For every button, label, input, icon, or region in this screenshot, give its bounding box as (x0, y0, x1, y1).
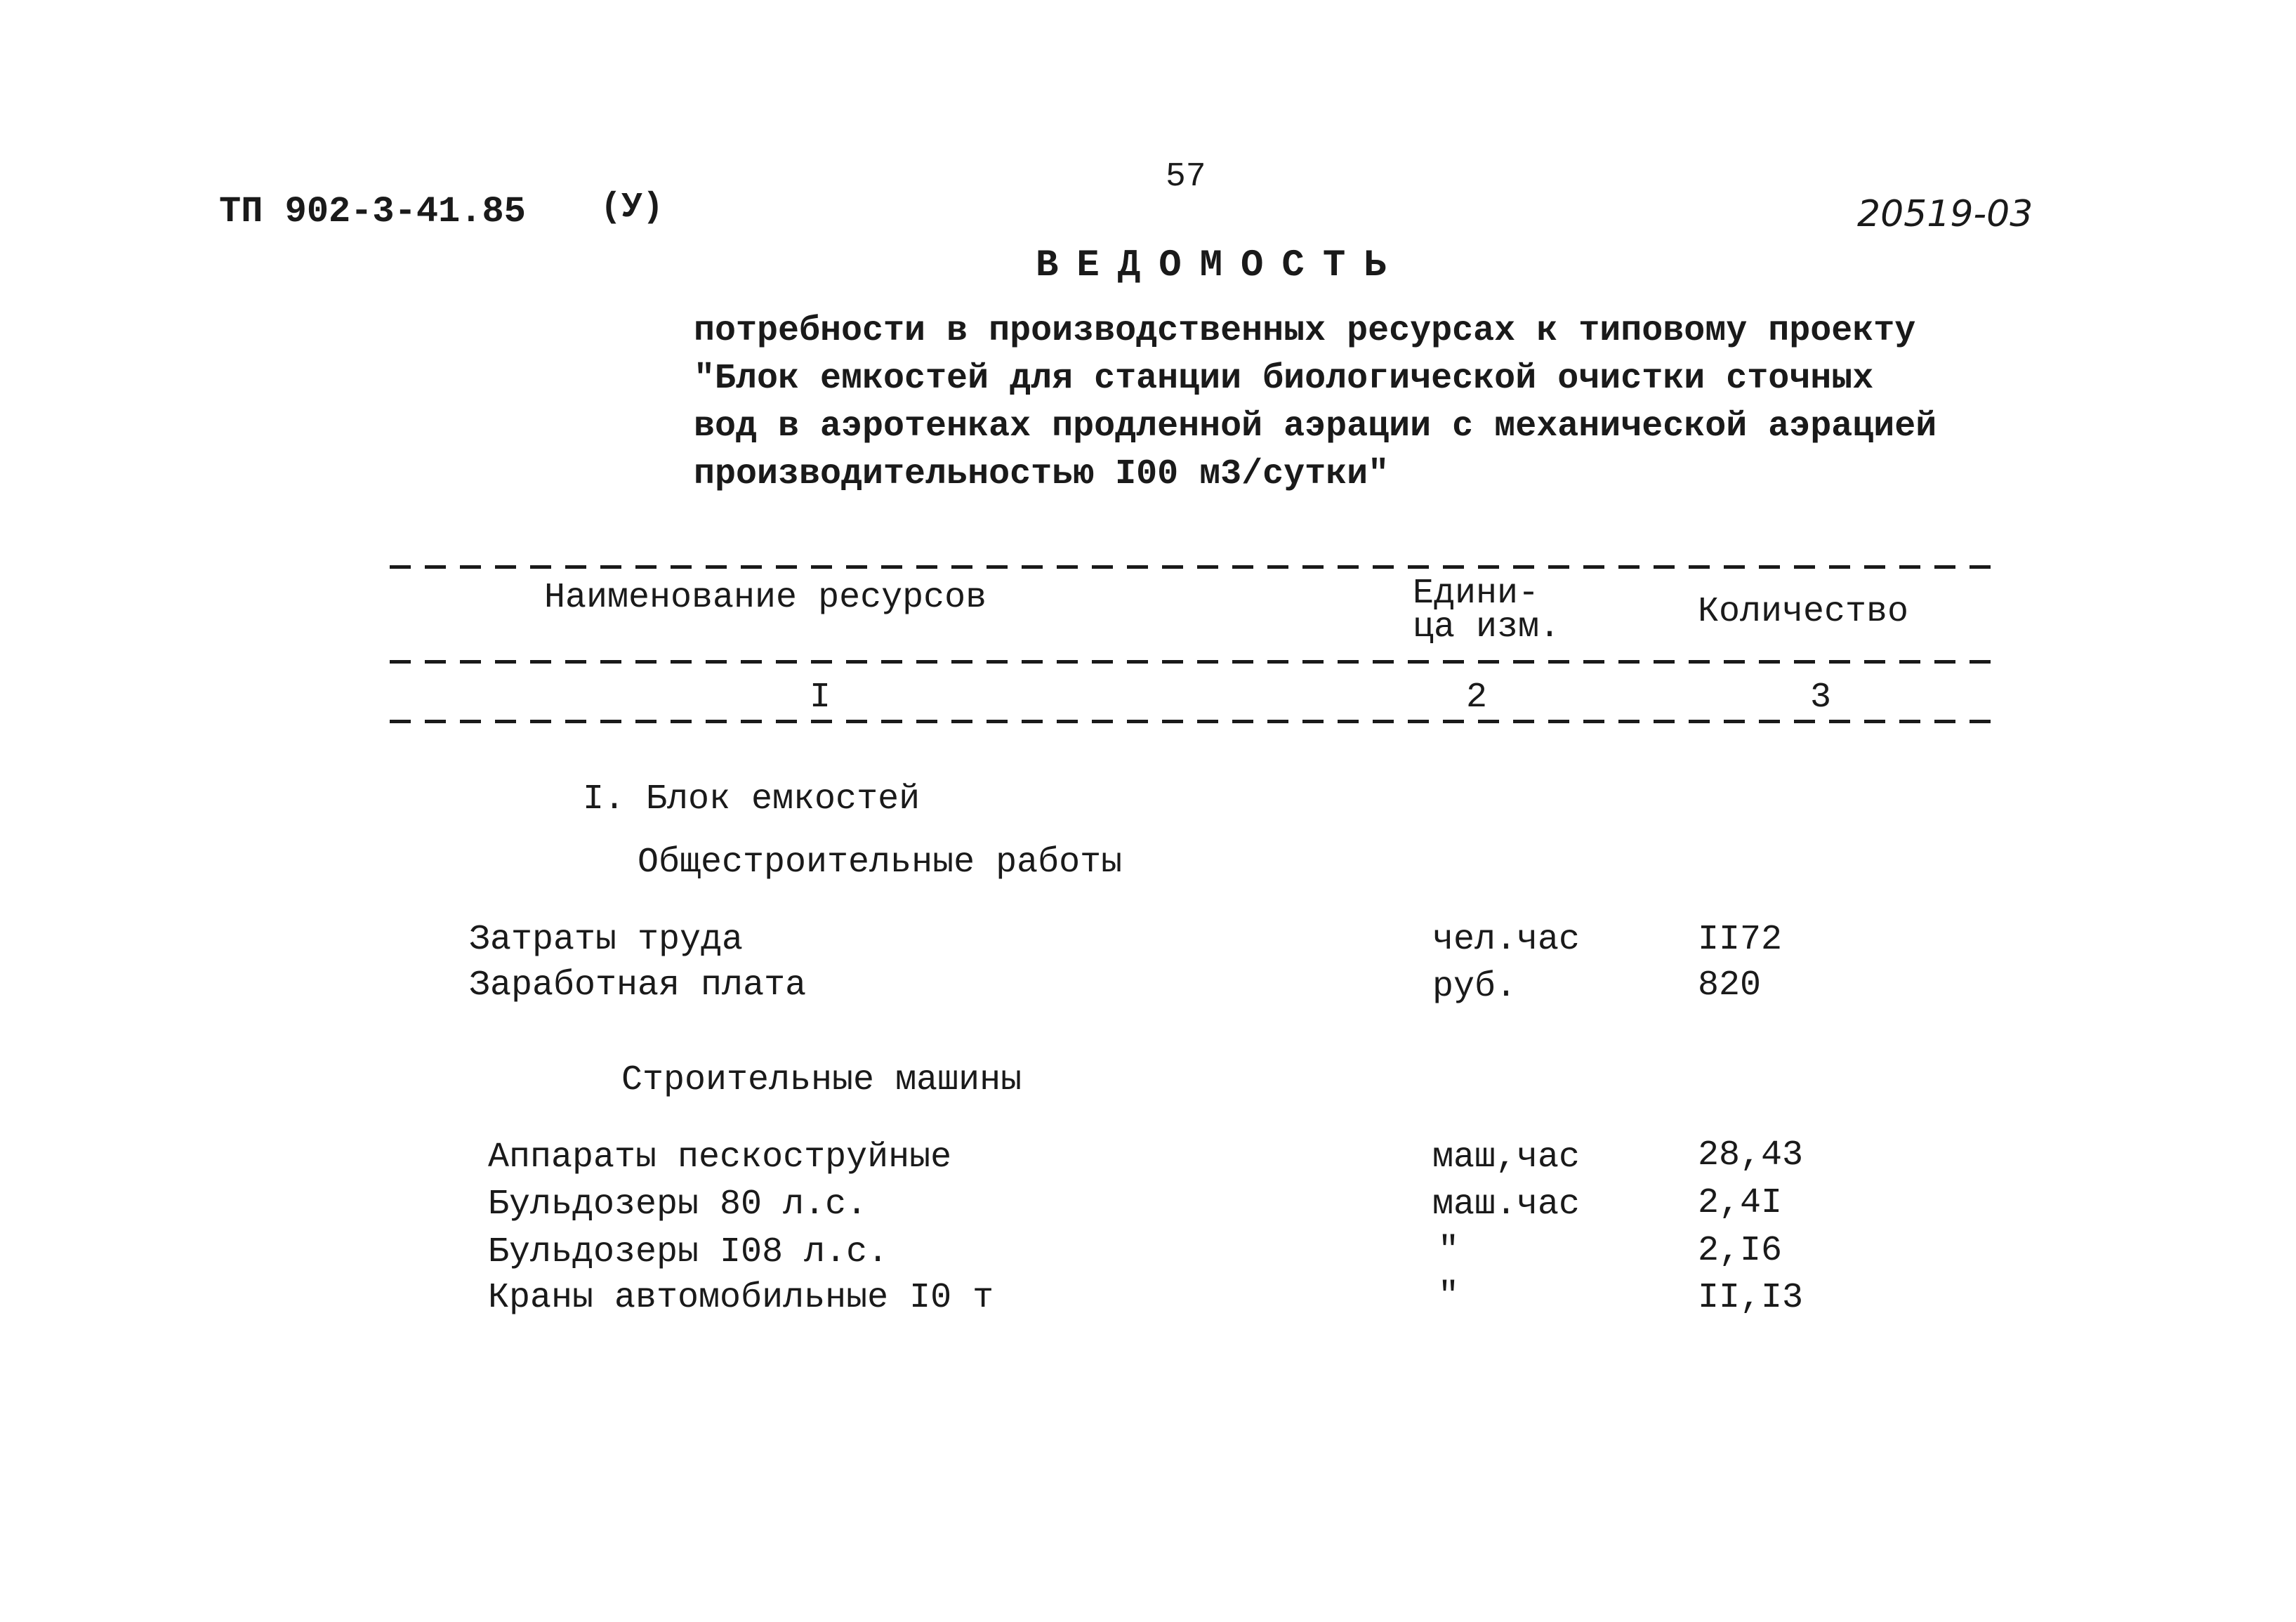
row-qty: 2,4I (1698, 1183, 1783, 1223)
row-qty: 28,43 (1698, 1135, 1804, 1175)
row-name: Аппараты пескоструйные (488, 1138, 952, 1178)
group-title: Общестроительные работы (638, 843, 1123, 883)
row-unit: руб. (1432, 967, 1517, 1007)
col-number: 3 (1810, 678, 1832, 718)
row-qty: 2,I6 (1698, 1231, 1783, 1271)
col-header-unit-line2: ца изм. (1413, 607, 1561, 647)
subtitle-line: вод в аэротенках продленной аэрации с механической аэрацией (694, 407, 1937, 447)
section-title: I. Блок емкостей (583, 779, 921, 819)
variant-mark: (У) (600, 187, 664, 228)
row-unit: " (1438, 1277, 1460, 1317)
doc-code: ТП 902-3-41.85 (219, 191, 526, 232)
page-number: 57 (1166, 158, 1206, 196)
row-name: Краны автомобильные I0 т (488, 1278, 994, 1318)
col-header-qty: Количество (1698, 592, 1909, 632)
subtitle-line: потребности в производственных ресурсах к типовому проекту (694, 311, 1916, 351)
row-unit: маш,час (1432, 1138, 1581, 1178)
col-header-name: Наименование ресурсов (544, 578, 987, 618)
row-name: Бульдозеры I08 л.с. (488, 1232, 889, 1272)
col-number: 2 (1466, 678, 1488, 718)
group-title: Строительные машины (621, 1060, 1022, 1100)
inventory-number: 20519-03 (1857, 193, 2033, 235)
row-name: Затраты труда (469, 920, 744, 960)
row-name: Заработная плата (469, 965, 807, 1005)
row-unit: чел.час (1432, 920, 1581, 960)
col-number: I (810, 678, 831, 718)
subtitle-line: "Блок емкостей для станции биологической очистки сточных (694, 359, 1874, 399)
table-header-rule (390, 660, 2005, 664)
subtitle-line: производительностью I00 м3/сутки" (694, 454, 1390, 494)
row-qty: II,I3 (1698, 1278, 1804, 1318)
col-header-unit-line1: Едини- (1413, 574, 1540, 614)
row-unit: " (1438, 1231, 1460, 1271)
row-qty: II72 (1698, 920, 1783, 960)
document-title: ВЕДОМОСТЬ (1036, 244, 1405, 287)
row-qty: 820 (1698, 965, 1762, 1005)
table-top-rule (390, 565, 2005, 569)
row-unit: маш.час (1432, 1185, 1581, 1225)
row-name: Бульдозеры 80 л.с. (488, 1185, 868, 1225)
table-numbering-rule (390, 720, 2005, 723)
